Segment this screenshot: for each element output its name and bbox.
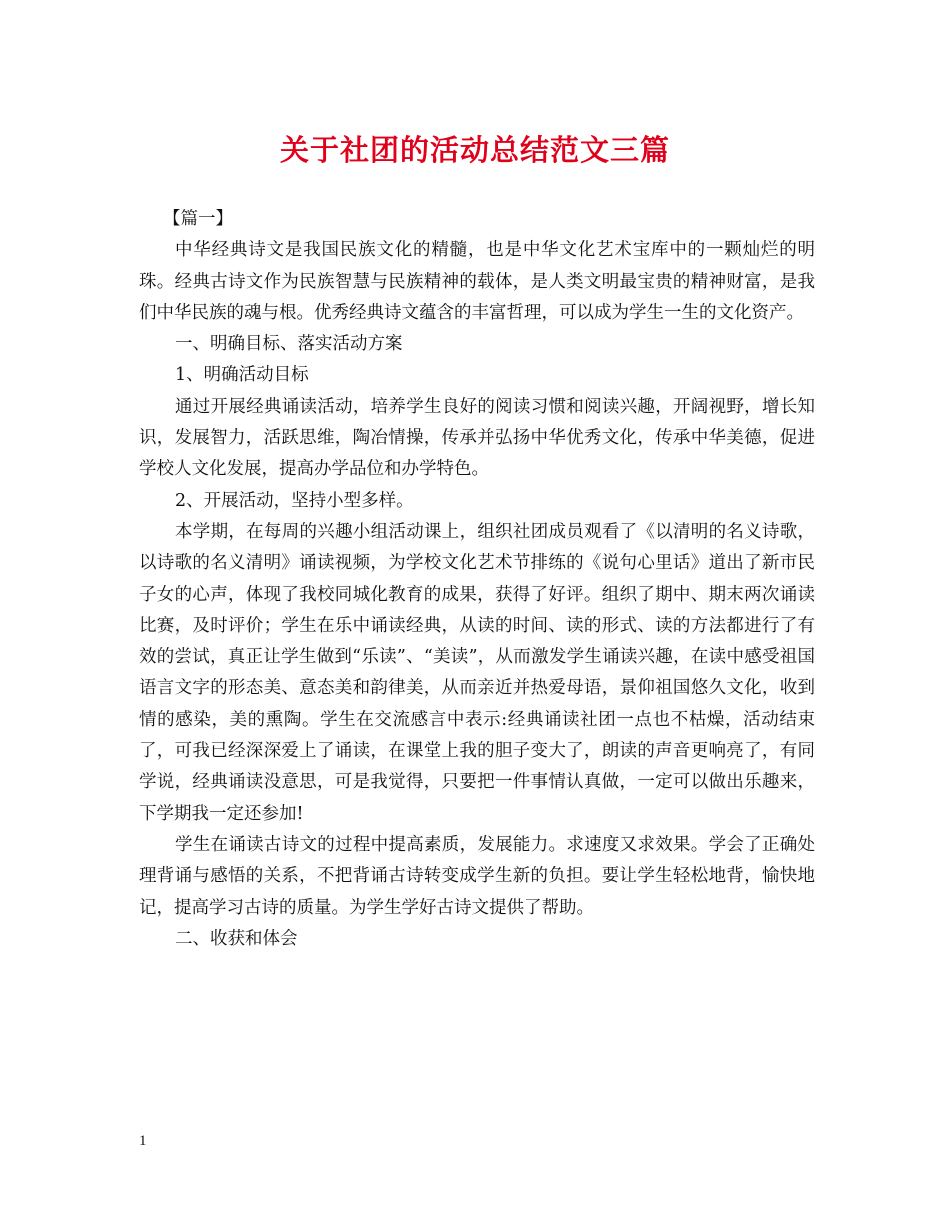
paragraph-intro: 中华经典诗文是我国民族文化的精髓，也是中华文化艺术宝库中的一颗灿烂的明珠。经典古诗文作为民族智慧与民族精神的载体，是人类文明最宝贵的精神财富，是我们中华民族的魂与根。优秀经典诗文蕴含的丰富哲理，可以成为学生一生的文化资产。 — [139, 240, 815, 323]
heading-subsection-2: 2、开展活动，坚持小型多样。 — [175, 490, 414, 511]
heading-section-1: 一、明确目标、落实活动方案 — [175, 334, 403, 355]
paragraph-results: 学生在诵读古诗文的过程中提高素质，发展能力。求速度又求效果。学会了正确处理背诵与感悟的关系，不把背诵古诗转变成学生新的负担。要让学生轻松地背，愉快地记，提高学习古诗的质量。为学生学好古诗文提供了帮助。 — [139, 834, 815, 918]
paragraph-activities: 本学期，在每周的兴趣小组活动课上，组织社团成员观看了《以清明的名义诗歌，以诗歌的名义清明》诵读视频，为学校文化艺术节排练的《说句心里话》道出了新市民子女的心声，体现了我校同城化教育的成果，获得了好评。组织了期中、期末两次诵读比赛，及时评价；学生在乐中诵读经典，从读的时间、读的形式、读的方法都进行了有效的尝试，真正让学生做到“乐读”、“美读”，从而激发学生诵读兴趣，在读中感受祖国语言文字的形态美、意态美和韵律美，从而亲近并热爱母语，景仰祖国悠久文化，收到情的感染，美的熏陶。学生在交流感言中表示:经典诵读社团一点也不枯燥，活动结束了，可我已经深深爱上了诵读，在课堂上我的胆子变大了，朗读的声音更响亮了，有同学说，经典诵读没意思，可是我觉得，只要把一件事情认真做，一定可以做出乐趣来，下学期我一定还参加! — [139, 521, 815, 824]
part-label: 【篇一】 — [163, 209, 233, 229]
document-title: 关于社团的活动总结范文三篇 — [279, 133, 670, 167]
paragraph-goals: 通过开展经典诵读活动，培养学生良好的阅读习惯和阅读兴趣，开阔视野，增长知识，发展智力，活跃思维，陶冶情操，传承并弘扬中华优秀文化，传承中华美德，促进学校人文化发展，提高办学品位和办学特色。 — [139, 396, 815, 480]
heading-section-2: 二、收获和体会 — [175, 928, 298, 949]
page-number: 1 — [139, 1133, 147, 1149]
document-body — [139, 204, 815, 955]
heading-subsection-1: 1、明确活动目标 — [175, 365, 309, 386]
